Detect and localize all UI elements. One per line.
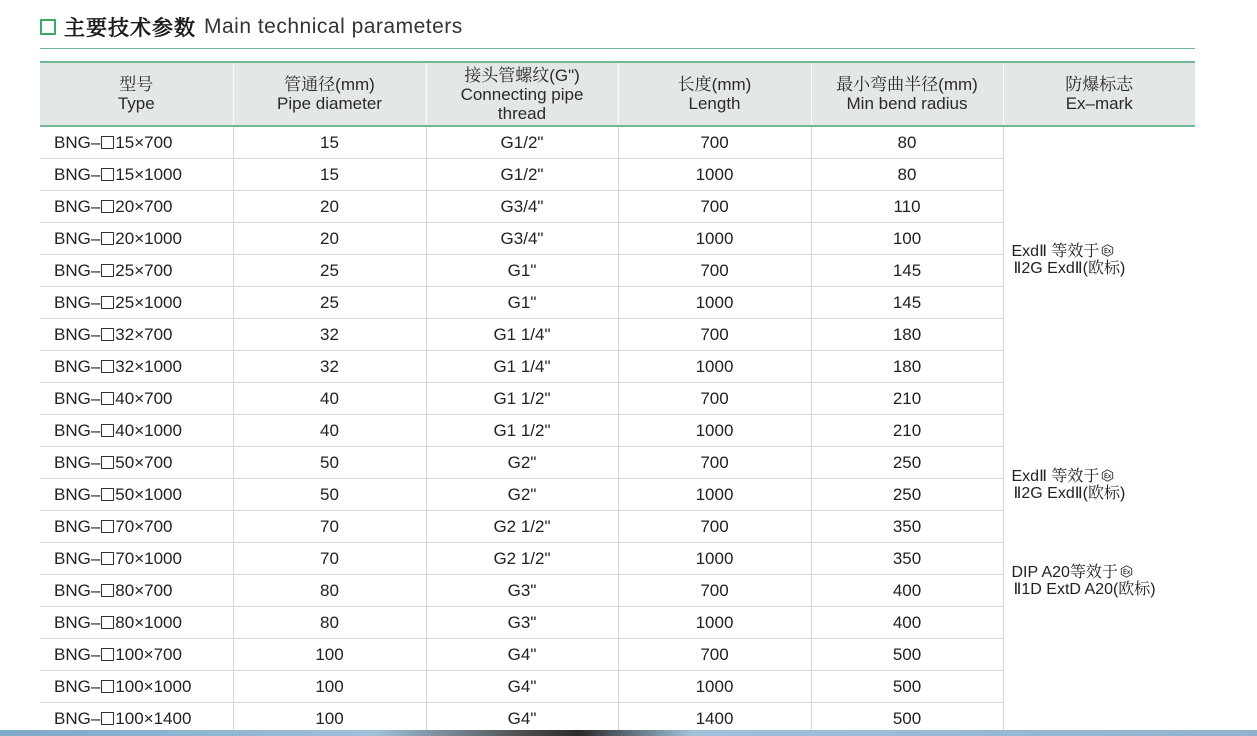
type-size: 70×700: [115, 516, 173, 536]
cell-length: 1000: [618, 415, 811, 447]
type-size: 70×1000: [115, 548, 182, 568]
cell-type: [40, 223, 233, 255]
type-prefix: BNG–: [54, 676, 101, 696]
cell-thread: G3/4": [426, 191, 618, 223]
cell-length: 1000: [618, 287, 811, 319]
cell-bend-radius: 250: [811, 479, 1003, 511]
cell-pipe-diameter: 32: [233, 351, 426, 383]
type-prefix: BNG–: [54, 452, 101, 472]
cell-ex-mark: [1003, 126, 1195, 735]
section-heading: [40, 12, 463, 42]
cell-pipe-diameter: 15: [233, 126, 426, 159]
cell-bend-radius: 210: [811, 415, 1003, 447]
cell-type: [40, 126, 233, 159]
cell-bend-radius: 100: [811, 223, 1003, 255]
column-header-thread-en2: thread: [497, 103, 547, 123]
square-placeholder-icon: [101, 168, 114, 181]
ex-mark-line1-text: ExdⅡ 等效于: [1011, 243, 1100, 260]
type-prefix: BNG–: [54, 708, 101, 728]
cell-type: [40, 351, 233, 383]
cell-thread: G4": [426, 671, 618, 703]
cell-pipe-diameter: 20: [233, 191, 426, 223]
product-photo-strip: [0, 730, 1257, 736]
column-header-thread-cn: 接头管螺纹(G"): [464, 65, 580, 85]
cell-type: [40, 511, 233, 543]
type-prefix: BNG–: [54, 196, 101, 216]
type-prefix: BNG–: [54, 580, 101, 600]
type-size: 15×1000: [115, 164, 182, 184]
cell-type: [40, 287, 233, 319]
cell-pipe-diameter: 40: [233, 383, 426, 415]
cell-length: 700: [618, 319, 811, 351]
cell-type: [40, 575, 233, 607]
cell-bend-radius: 210: [811, 383, 1003, 415]
square-placeholder-icon: [101, 136, 114, 149]
cell-pipe-diameter: 40: [233, 415, 426, 447]
cell-thread: G1": [426, 255, 618, 287]
type-size: 50×1000: [115, 484, 182, 504]
cell-bend-radius: 350: [811, 543, 1003, 575]
type-size: 40×700: [115, 388, 173, 408]
cell-pipe-diameter: 70: [233, 543, 426, 575]
cell-pipe-diameter: 80: [233, 607, 426, 639]
cell-bend-radius: 500: [811, 639, 1003, 671]
type-prefix: BNG–: [54, 484, 101, 504]
cell-length: 1000: [618, 479, 811, 511]
square-placeholder-icon: [101, 616, 114, 629]
ex-mark-line1-text: DIP A20等效于: [1011, 564, 1118, 581]
cell-length: 1000: [618, 159, 811, 191]
cell-thread: G1/2": [426, 126, 618, 159]
cell-pipe-diameter: 100: [233, 639, 426, 671]
cell-thread: G1 1/2": [426, 383, 618, 415]
type-prefix: BNG–: [54, 164, 101, 184]
ex-mark-line1-text: ExdⅡ 等效于: [1011, 468, 1100, 485]
type-size: 20×700: [115, 196, 173, 216]
type-size: 80×1000: [115, 612, 182, 632]
square-placeholder-icon: [101, 296, 114, 309]
table-header-row: [40, 62, 1195, 126]
square-placeholder-icon: [101, 584, 114, 597]
column-header-pipe-diameter: [233, 62, 426, 126]
column-header-bend-radius-cn: 最小弯曲半径(mm): [836, 75, 978, 94]
square-placeholder-icon: [101, 392, 114, 405]
type-prefix: BNG–: [54, 324, 101, 344]
square-placeholder-icon: [101, 712, 114, 725]
cell-bend-radius: 180: [811, 319, 1003, 351]
cell-length: 1000: [618, 223, 811, 255]
cell-thread: G2 1/2": [426, 511, 618, 543]
heading-divider: [40, 48, 1195, 49]
type-prefix: BNG–: [54, 292, 101, 312]
cell-thread: G2": [426, 447, 618, 479]
cell-type: [40, 671, 233, 703]
ex-mark-text: [1012, 564, 1156, 598]
ex-mark-line2: Ⅱ2G ExdⅡ(欧标): [1013, 260, 1126, 277]
type-size: 20×1000: [115, 228, 182, 248]
square-placeholder-icon: [101, 552, 114, 565]
column-header-ex-mark-en: Ex–mark: [1065, 94, 1133, 113]
cell-thread: G4": [426, 639, 618, 671]
column-header-ex-mark-cn: 防爆标志: [1065, 75, 1134, 94]
cell-type: [40, 447, 233, 479]
type-size: 40×1000: [115, 420, 182, 440]
cell-thread: G1/2": [426, 159, 618, 191]
cell-bend-radius: 350: [811, 511, 1003, 543]
cell-thread: G3": [426, 607, 618, 639]
column-header-type-cn: 型号: [119, 75, 154, 94]
ex-mark-line2: Ⅱ1D ExtD A20(欧标): [1013, 581, 1156, 598]
cell-pipe-diameter: 20: [233, 223, 426, 255]
ex-mark-line1: [1012, 243, 1126, 260]
cell-bend-radius: 400: [811, 607, 1003, 639]
square-placeholder-icon: [101, 360, 114, 373]
column-header-ex-mark: [1003, 62, 1195, 126]
cell-thread: G2 1/2": [426, 543, 618, 575]
cell-bend-radius: 180: [811, 351, 1003, 383]
cell-pipe-diameter: 15: [233, 159, 426, 191]
cell-thread: G2": [426, 479, 618, 511]
type-size: 100×1000: [115, 676, 192, 696]
cell-length: 700: [618, 511, 811, 543]
cell-type: [40, 191, 233, 223]
square-placeholder-icon: [101, 520, 114, 533]
ex-hexagon-icon: [1120, 565, 1133, 578]
square-placeholder-icon: [101, 328, 114, 341]
cell-length: 700: [618, 383, 811, 415]
cell-pipe-diameter: 50: [233, 447, 426, 479]
cell-thread: G3/4": [426, 223, 618, 255]
type-size: 25×700: [115, 260, 173, 280]
cell-type: [40, 607, 233, 639]
type-prefix: BNG–: [54, 548, 101, 568]
type-prefix: BNG–: [54, 516, 101, 536]
cell-pipe-diameter: 100: [233, 703, 426, 735]
ex-hexagon-icon: [1101, 244, 1114, 257]
cell-length: 700: [618, 255, 811, 287]
parameters-table: [40, 61, 1195, 735]
type-prefix: BNG–: [54, 356, 101, 376]
ex-hexagon-icon: [1101, 469, 1114, 482]
cell-length: 1000: [618, 671, 811, 703]
cell-bend-radius: 145: [811, 255, 1003, 287]
cell-pipe-diameter: 100: [233, 671, 426, 703]
cell-thread: G1 1/4": [426, 319, 618, 351]
cell-type: [40, 255, 233, 287]
square-placeholder-icon: [101, 680, 114, 693]
heading-english: Main technical parameters: [204, 15, 463, 38]
cell-pipe-diameter: 70: [233, 511, 426, 543]
cell-pipe-diameter: 32: [233, 319, 426, 351]
square-placeholder-icon: [101, 232, 114, 245]
cell-length: 1400: [618, 703, 811, 735]
cell-thread: G3": [426, 575, 618, 607]
type-size: 32×700: [115, 324, 173, 344]
cell-bend-radius: 250: [811, 447, 1003, 479]
cell-length: 1000: [618, 543, 811, 575]
column-header-bend-radius: [811, 62, 1003, 126]
cell-length: 1000: [618, 607, 811, 639]
type-size: 100×700: [115, 644, 182, 664]
column-header-length: [618, 62, 811, 126]
type-prefix: BNG–: [54, 420, 101, 440]
column-header-thread-en: Connecting pipe: [460, 84, 584, 104]
cell-bend-radius: 145: [811, 287, 1003, 319]
square-placeholder-icon: [101, 648, 114, 661]
type-prefix: BNG–: [54, 260, 101, 280]
cell-thread: G1": [426, 287, 618, 319]
type-size: 80×700: [115, 580, 173, 600]
square-placeholder-icon: [101, 424, 114, 437]
table-body: [40, 126, 1195, 735]
cell-bend-radius: 80: [811, 126, 1003, 159]
ex-mark-line1: [1012, 564, 1156, 581]
type-prefix: BNG–: [54, 612, 101, 632]
cell-bend-radius: 500: [811, 703, 1003, 735]
cell-length: 1000: [618, 351, 811, 383]
type-prefix: BNG–: [54, 388, 101, 408]
cell-length: 700: [618, 191, 811, 223]
cell-pipe-diameter: 80: [233, 575, 426, 607]
type-size: 25×1000: [115, 292, 182, 312]
cell-thread: G4": [426, 703, 618, 735]
square-placeholder-icon: [101, 200, 114, 213]
cell-length: 700: [618, 575, 811, 607]
type-size: 50×700: [115, 452, 173, 472]
square-placeholder-icon: [101, 264, 114, 277]
type-size: 100×1400: [115, 708, 192, 728]
square-placeholder-icon: [101, 456, 114, 469]
column-header-type: [40, 62, 233, 126]
heading-chinese: 主要技术参数: [64, 16, 196, 40]
table-row: [40, 126, 1195, 159]
column-header-length-cn: 长度(mm): [677, 75, 752, 94]
ex-mark-text: [1012, 243, 1126, 277]
ex-mark-line2: Ⅱ2G ExdⅡ(欧标): [1013, 485, 1126, 502]
type-prefix: BNG–: [54, 228, 101, 248]
square-placeholder-icon: [101, 488, 114, 501]
ex-mark-text: [1012, 468, 1126, 502]
cell-bend-radius: 400: [811, 575, 1003, 607]
square-bullet-icon: [40, 19, 56, 35]
type-size: 32×1000: [115, 356, 182, 376]
cell-pipe-diameter: 25: [233, 255, 426, 287]
cell-bend-radius: 80: [811, 159, 1003, 191]
cell-bend-radius: 110: [811, 191, 1003, 223]
cell-type: [40, 543, 233, 575]
column-header-bend-radius-en: Min bend radius: [846, 94, 968, 113]
cell-type: [40, 383, 233, 415]
column-header-type-en: Type: [117, 94, 155, 113]
column-header-length-en: Length: [688, 94, 741, 113]
cell-thread: G1 1/2": [426, 415, 618, 447]
cell-length: 700: [618, 447, 811, 479]
column-header-pipe-diameter-cn: 管通径(mm): [284, 75, 375, 94]
cell-length: 700: [618, 639, 811, 671]
cell-pipe-diameter: 50: [233, 479, 426, 511]
type-size: 15×700: [115, 132, 173, 152]
cell-bend-radius: 500: [811, 671, 1003, 703]
column-header-pipe-diameter-en: Pipe diameter: [277, 94, 382, 113]
cell-pipe-diameter: 25: [233, 287, 426, 319]
cell-type: [40, 639, 233, 671]
cell-type: [40, 415, 233, 447]
cell-thread: G1 1/4": [426, 351, 618, 383]
cell-type: [40, 159, 233, 191]
ex-mark-line1: [1012, 468, 1126, 485]
cell-length: 700: [618, 126, 811, 159]
type-prefix: BNG–: [54, 132, 101, 152]
type-prefix: BNG–: [54, 644, 101, 664]
cell-type: [40, 479, 233, 511]
column-header-thread: [426, 62, 618, 126]
cell-type: [40, 319, 233, 351]
